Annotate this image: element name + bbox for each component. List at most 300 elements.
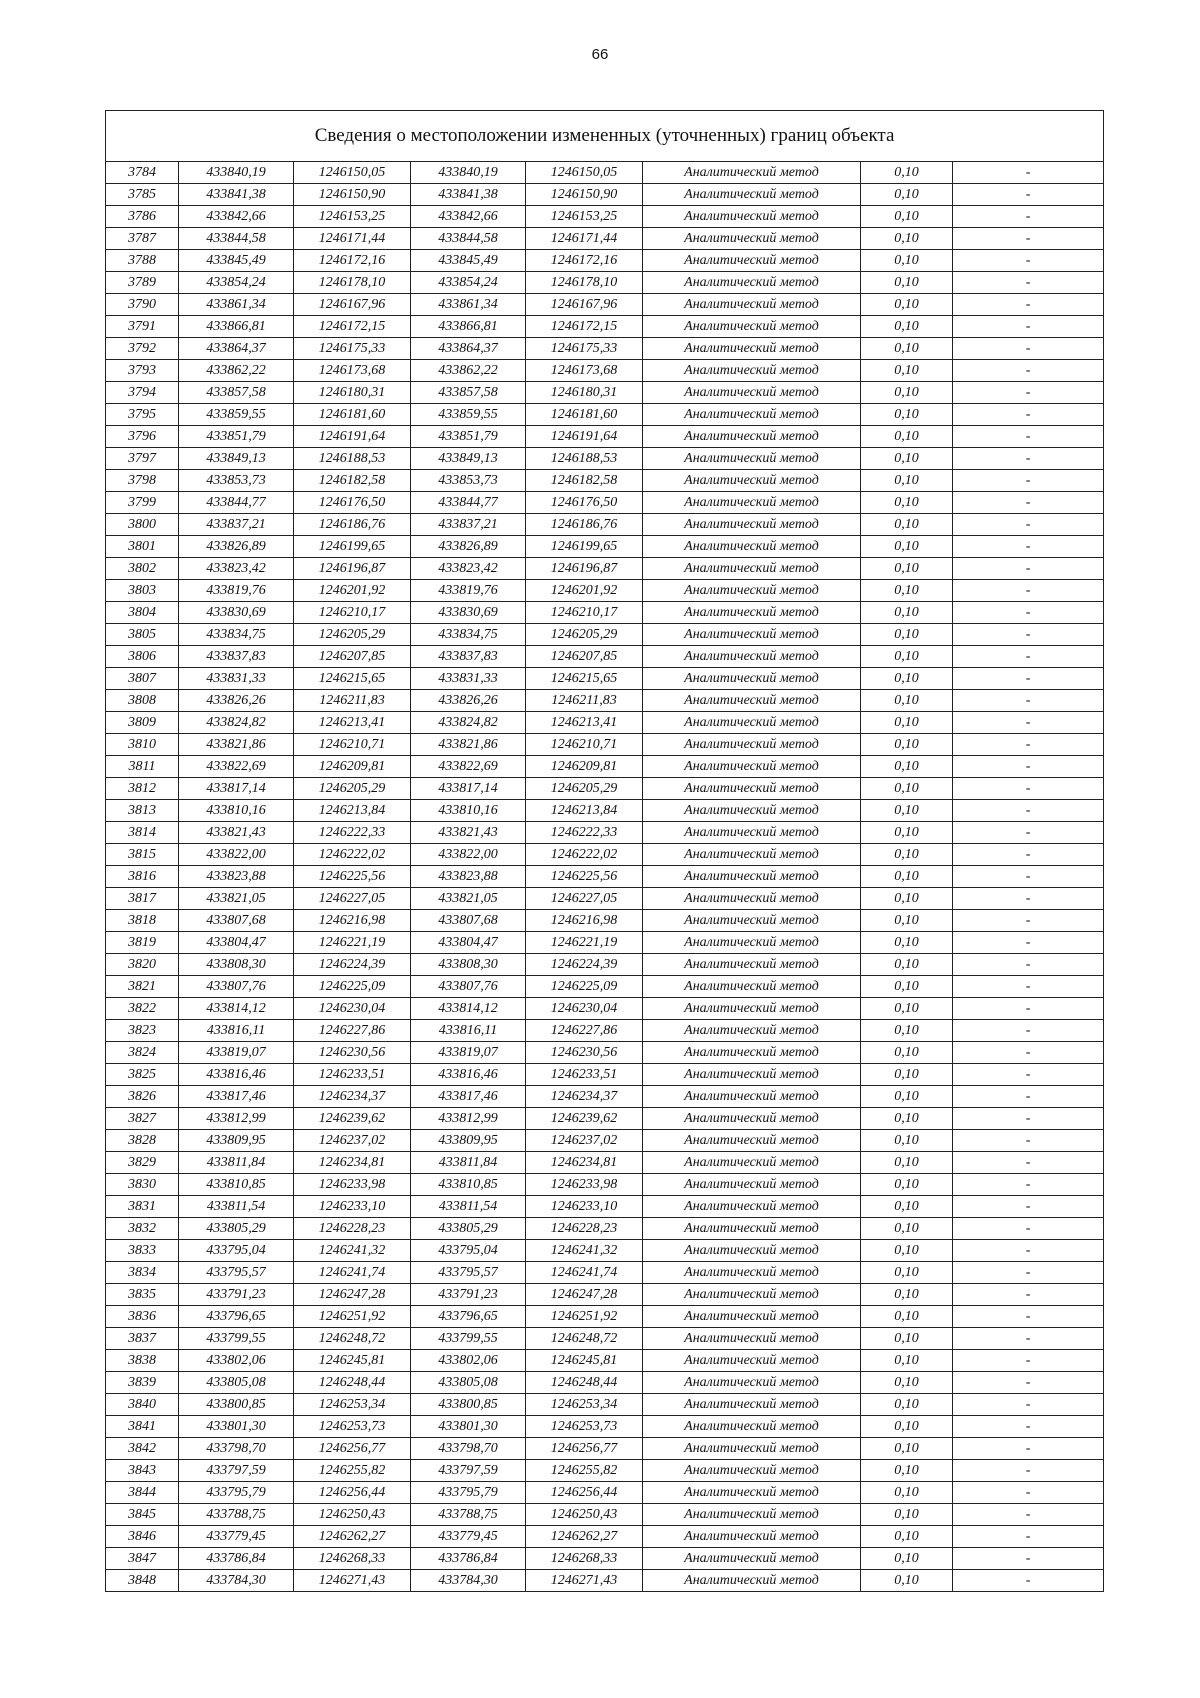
cell-point-number: 3822 — [106, 998, 179, 1020]
cell-accuracy: 0,10 — [861, 1086, 953, 1108]
cell-point-number: 3824 — [106, 1042, 179, 1064]
cell-accuracy: 0,10 — [861, 1306, 953, 1328]
cell-method: Аналитический метод — [643, 1152, 861, 1174]
cell-y-old: 1246225,09 — [294, 976, 411, 998]
cell-y-old: 1246225,56 — [294, 866, 411, 888]
cell-y-new: 1246251,92 — [526, 1306, 643, 1328]
table-row — [106, 1504, 1104, 1526]
cell-point-number: 3796 — [106, 426, 179, 448]
cell-method: Аналитический метод — [643, 1350, 861, 1372]
cell-point-number: 3833 — [106, 1240, 179, 1262]
table-row — [106, 778, 1104, 800]
cell-x-old: 433795,04 — [179, 1240, 294, 1262]
table-row — [106, 382, 1104, 404]
table-row — [106, 1086, 1104, 1108]
cell-x-new: 433842,66 — [411, 206, 526, 228]
cell-accuracy: 0,10 — [861, 1240, 953, 1262]
cell-method: Аналитический метод — [643, 338, 861, 360]
cell-y-new: 1246188,53 — [526, 448, 643, 470]
cell-y-new: 1246234,81 — [526, 1152, 643, 1174]
cell-y-old: 1246227,05 — [294, 888, 411, 910]
cell-accuracy: 0,10 — [861, 228, 953, 250]
cell-description: - — [953, 1086, 1104, 1108]
cell-y-old: 1246230,04 — [294, 998, 411, 1020]
cell-method: Аналитический метод — [643, 1240, 861, 1262]
cell-x-old: 433808,30 — [179, 954, 294, 976]
cell-description: - — [953, 800, 1104, 822]
cell-description: - — [953, 1064, 1104, 1086]
cell-accuracy: 0,10 — [861, 954, 953, 976]
cell-x-old: 433837,83 — [179, 646, 294, 668]
cell-x-old: 433779,45 — [179, 1526, 294, 1548]
cell-y-new: 1246150,05 — [526, 162, 643, 184]
cell-y-old: 1246233,10 — [294, 1196, 411, 1218]
cell-point-number: 3806 — [106, 646, 179, 668]
table-row — [106, 1196, 1104, 1218]
cell-y-old: 1246201,92 — [294, 580, 411, 602]
cell-point-number: 3805 — [106, 624, 179, 646]
cell-y-old: 1246181,60 — [294, 404, 411, 426]
cell-x-new: 433837,83 — [411, 646, 526, 668]
cell-accuracy: 0,10 — [861, 1218, 953, 1240]
cell-point-number: 3828 — [106, 1130, 179, 1152]
cell-description: - — [953, 1218, 1104, 1240]
cell-x-new: 433859,55 — [411, 404, 526, 426]
cell-description: - — [953, 1108, 1104, 1130]
cell-point-number: 3809 — [106, 712, 179, 734]
table-row — [106, 1284, 1104, 1306]
cell-description: - — [953, 624, 1104, 646]
cell-x-new: 433854,24 — [411, 272, 526, 294]
cell-y-old: 1246241,74 — [294, 1262, 411, 1284]
cell-x-old: 433817,46 — [179, 1086, 294, 1108]
cell-accuracy: 0,10 — [861, 976, 953, 998]
cell-description: - — [953, 580, 1104, 602]
cell-x-old: 433796,65 — [179, 1306, 294, 1328]
cell-y-old: 1246209,81 — [294, 756, 411, 778]
cell-x-new: 433799,55 — [411, 1328, 526, 1350]
cell-y-old: 1246191,64 — [294, 426, 411, 448]
cell-description: - — [953, 734, 1104, 756]
cell-x-old: 433854,24 — [179, 272, 294, 294]
cell-description: - — [953, 250, 1104, 272]
cell-y-old: 1246199,65 — [294, 536, 411, 558]
cell-point-number: 3801 — [106, 536, 179, 558]
cell-x-old: 433853,73 — [179, 470, 294, 492]
table-row — [106, 1570, 1104, 1592]
cell-x-old: 433816,11 — [179, 1020, 294, 1042]
cell-point-number: 3791 — [106, 316, 179, 338]
cell-y-new: 1246182,58 — [526, 470, 643, 492]
cell-description: - — [953, 932, 1104, 954]
cell-y-new: 1246205,29 — [526, 778, 643, 800]
cell-accuracy: 0,10 — [861, 1350, 953, 1372]
cell-x-new: 433821,05 — [411, 888, 526, 910]
cell-y-old: 1246171,44 — [294, 228, 411, 250]
cell-accuracy: 0,10 — [861, 1328, 953, 1350]
cell-y-new: 1246176,50 — [526, 492, 643, 514]
cell-y-new: 1246253,34 — [526, 1394, 643, 1416]
cell-x-old: 433814,12 — [179, 998, 294, 1020]
cell-y-new: 1246253,73 — [526, 1416, 643, 1438]
cell-y-new: 1246213,41 — [526, 712, 643, 734]
cell-x-old: 433821,43 — [179, 822, 294, 844]
cell-description: - — [953, 1152, 1104, 1174]
cell-y-new: 1246205,29 — [526, 624, 643, 646]
cell-point-number: 3812 — [106, 778, 179, 800]
cell-x-old: 433844,58 — [179, 228, 294, 250]
cell-y-new: 1246173,68 — [526, 360, 643, 382]
cell-description: - — [953, 756, 1104, 778]
cell-y-old: 1246239,62 — [294, 1108, 411, 1130]
cell-y-old: 1246205,29 — [294, 778, 411, 800]
cell-description: - — [953, 668, 1104, 690]
table-row — [106, 668, 1104, 690]
cell-x-new: 433800,85 — [411, 1394, 526, 1416]
cell-method: Аналитический метод — [643, 184, 861, 206]
cell-x-new: 433810,85 — [411, 1174, 526, 1196]
cell-method: Аналитический метод — [643, 206, 861, 228]
cell-description: - — [953, 162, 1104, 184]
cell-method: Аналитический метод — [643, 646, 861, 668]
cell-method: Аналитический метод — [643, 294, 861, 316]
cell-x-old: 433802,06 — [179, 1350, 294, 1372]
table-row — [106, 646, 1104, 668]
cell-x-new: 433866,81 — [411, 316, 526, 338]
cell-x-new: 433808,30 — [411, 954, 526, 976]
cell-x-old: 433859,55 — [179, 404, 294, 426]
cell-x-old: 433810,85 — [179, 1174, 294, 1196]
cell-description: - — [953, 844, 1104, 866]
cell-description: - — [953, 470, 1104, 492]
cell-method: Аналитический метод — [643, 492, 861, 514]
cell-accuracy: 0,10 — [861, 206, 953, 228]
cell-x-new: 433831,33 — [411, 668, 526, 690]
cell-x-new: 433851,79 — [411, 426, 526, 448]
cell-x-old: 433807,68 — [179, 910, 294, 932]
cell-y-new: 1246186,76 — [526, 514, 643, 536]
cell-y-old: 1246196,87 — [294, 558, 411, 580]
table-row — [106, 536, 1104, 558]
cell-x-new: 433809,95 — [411, 1130, 526, 1152]
table-row — [106, 954, 1104, 976]
cell-x-old: 433805,29 — [179, 1218, 294, 1240]
cell-description: - — [953, 1350, 1104, 1372]
cell-y-new: 1246230,56 — [526, 1042, 643, 1064]
cell-accuracy: 0,10 — [861, 1504, 953, 1526]
cell-method: Аналитический метод — [643, 470, 861, 492]
cell-accuracy: 0,10 — [861, 1372, 953, 1394]
cell-y-new: 1246255,82 — [526, 1460, 643, 1482]
table-row — [106, 250, 1104, 272]
cell-accuracy: 0,10 — [861, 1548, 953, 1570]
cell-accuracy: 0,10 — [861, 1042, 953, 1064]
cell-y-old: 1246150,05 — [294, 162, 411, 184]
cell-accuracy: 0,10 — [861, 492, 953, 514]
cell-y-old: 1246233,51 — [294, 1064, 411, 1086]
cell-y-new: 1246241,74 — [526, 1262, 643, 1284]
cell-point-number: 3792 — [106, 338, 179, 360]
cell-description: - — [953, 690, 1104, 712]
cell-y-new: 1246191,64 — [526, 426, 643, 448]
cell-method: Аналитический метод — [643, 1570, 861, 1592]
table-row — [106, 1240, 1104, 1262]
cell-x-new: 433805,08 — [411, 1372, 526, 1394]
cell-accuracy: 0,10 — [861, 712, 953, 734]
cell-accuracy: 0,10 — [861, 558, 953, 580]
cell-y-new: 1246175,33 — [526, 338, 643, 360]
cell-x-old: 433788,75 — [179, 1504, 294, 1526]
cell-description: - — [953, 1020, 1104, 1042]
cell-description: - — [953, 1482, 1104, 1504]
cell-y-new: 1246228,23 — [526, 1218, 643, 1240]
cell-accuracy: 0,10 — [861, 184, 953, 206]
cell-accuracy: 0,10 — [861, 822, 953, 844]
cell-y-new: 1246221,19 — [526, 932, 643, 954]
cell-method: Аналитический метод — [643, 1086, 861, 1108]
cell-x-old: 433821,86 — [179, 734, 294, 756]
cell-description: - — [953, 448, 1104, 470]
table-row — [106, 1152, 1104, 1174]
cell-accuracy: 0,10 — [861, 866, 953, 888]
cell-point-number: 3836 — [106, 1306, 179, 1328]
table-row — [106, 1262, 1104, 1284]
cell-point-number: 3788 — [106, 250, 179, 272]
cell-description: - — [953, 1416, 1104, 1438]
cell-x-old: 433861,34 — [179, 294, 294, 316]
table-row — [106, 1482, 1104, 1504]
cell-accuracy: 0,10 — [861, 932, 953, 954]
cell-x-new: 433817,14 — [411, 778, 526, 800]
cell-method: Аналитический метод — [643, 910, 861, 932]
cell-method: Аналитический метод — [643, 844, 861, 866]
cell-method: Аналитический метод — [643, 1174, 861, 1196]
cell-x-old: 433799,55 — [179, 1328, 294, 1350]
cell-y-old: 1246245,81 — [294, 1350, 411, 1372]
cell-y-old: 1246186,76 — [294, 514, 411, 536]
cell-accuracy: 0,10 — [861, 1526, 953, 1548]
cell-method: Аналитический метод — [643, 1130, 861, 1152]
cell-method: Аналитический метод — [643, 1108, 861, 1130]
cell-description: - — [953, 294, 1104, 316]
cell-point-number: 3810 — [106, 734, 179, 756]
cell-description: - — [953, 1130, 1104, 1152]
cell-x-new: 433814,12 — [411, 998, 526, 1020]
table-row — [106, 580, 1104, 602]
cell-accuracy: 0,10 — [861, 690, 953, 712]
cell-point-number: 3785 — [106, 184, 179, 206]
cell-y-old: 1246221,19 — [294, 932, 411, 954]
cell-y-old: 1246227,86 — [294, 1020, 411, 1042]
cell-accuracy: 0,10 — [861, 470, 953, 492]
table-row — [106, 1130, 1104, 1152]
cell-method: Аналитический метод — [643, 1504, 861, 1526]
cell-point-number: 3827 — [106, 1108, 179, 1130]
cell-method: Аналитический метод — [643, 448, 861, 470]
cell-accuracy: 0,10 — [861, 426, 953, 448]
cell-y-old: 1246271,43 — [294, 1570, 411, 1592]
cell-x-new: 433784,30 — [411, 1570, 526, 1592]
cell-y-old: 1246210,71 — [294, 734, 411, 756]
cell-x-new: 433798,70 — [411, 1438, 526, 1460]
table-row — [106, 910, 1104, 932]
cell-y-old: 1246172,16 — [294, 250, 411, 272]
cell-y-new: 1246271,43 — [526, 1570, 643, 1592]
table-row — [106, 976, 1104, 998]
cell-description: - — [953, 954, 1104, 976]
cell-description: - — [953, 1394, 1104, 1416]
cell-method: Аналитический метод — [643, 734, 861, 756]
cell-x-new: 433862,22 — [411, 360, 526, 382]
cell-method: Аналитический метод — [643, 1196, 861, 1218]
cell-x-old: 433807,76 — [179, 976, 294, 998]
cell-description: - — [953, 184, 1104, 206]
cell-description: - — [953, 976, 1104, 998]
cell-method: Аналитический метод — [643, 558, 861, 580]
cell-accuracy: 0,10 — [861, 800, 953, 822]
table-title: Сведения о местоположении измененных (уточненных) границ объекта — [106, 111, 1104, 162]
table-row — [106, 360, 1104, 382]
cell-y-old: 1246234,37 — [294, 1086, 411, 1108]
table-row — [106, 866, 1104, 888]
cell-x-old: 433857,58 — [179, 382, 294, 404]
cell-method: Аналитический метод — [643, 536, 861, 558]
cell-point-number: 3807 — [106, 668, 179, 690]
cell-method: Аналитический метод — [643, 888, 861, 910]
cell-method: Аналитический метод — [643, 1526, 861, 1548]
cell-x-new: 433795,79 — [411, 1482, 526, 1504]
cell-x-new: 433844,58 — [411, 228, 526, 250]
cell-x-old: 433840,19 — [179, 162, 294, 184]
table-row — [106, 1394, 1104, 1416]
cell-description: - — [953, 228, 1104, 250]
cell-y-old: 1246253,34 — [294, 1394, 411, 1416]
table-row — [106, 1108, 1104, 1130]
cell-point-number: 3793 — [106, 360, 179, 382]
cell-accuracy: 0,10 — [861, 1196, 953, 1218]
cell-accuracy: 0,10 — [861, 1262, 953, 1284]
cell-x-old: 433791,23 — [179, 1284, 294, 1306]
table-row — [106, 1416, 1104, 1438]
cell-y-old: 1246211,83 — [294, 690, 411, 712]
table-row — [106, 1438, 1104, 1460]
cell-accuracy: 0,10 — [861, 1394, 953, 1416]
cell-point-number: 3799 — [106, 492, 179, 514]
cell-x-new: 433817,46 — [411, 1086, 526, 1108]
cell-point-number: 3803 — [106, 580, 179, 602]
cell-x-old: 433816,46 — [179, 1064, 294, 1086]
cell-y-old: 1246178,10 — [294, 272, 411, 294]
cell-method: Аналитический метод — [643, 162, 861, 184]
cell-y-new: 1246207,85 — [526, 646, 643, 668]
cell-y-old: 1246251,92 — [294, 1306, 411, 1328]
cell-x-new: 433810,16 — [411, 800, 526, 822]
cell-y-new: 1246224,39 — [526, 954, 643, 976]
cell-y-old: 1246205,29 — [294, 624, 411, 646]
cell-x-old: 433826,89 — [179, 536, 294, 558]
table-row — [106, 1218, 1104, 1240]
table-row — [106, 932, 1104, 954]
cell-x-new: 433853,73 — [411, 470, 526, 492]
cell-point-number: 3844 — [106, 1482, 179, 1504]
cell-y-old: 1246207,85 — [294, 646, 411, 668]
table-row — [106, 712, 1104, 734]
cell-method: Аналитический метод — [643, 822, 861, 844]
cell-method: Аналитический метод — [643, 1548, 861, 1570]
cell-y-old: 1246248,44 — [294, 1372, 411, 1394]
cell-point-number: 3802 — [106, 558, 179, 580]
cell-x-old: 433851,79 — [179, 426, 294, 448]
table-row — [106, 734, 1104, 756]
table-row — [106, 1174, 1104, 1196]
cell-x-new: 433834,75 — [411, 624, 526, 646]
cell-accuracy: 0,10 — [861, 1416, 953, 1438]
cell-x-new: 433841,38 — [411, 184, 526, 206]
cell-description: - — [953, 382, 1104, 404]
cell-x-old: 433842,66 — [179, 206, 294, 228]
cell-description: - — [953, 338, 1104, 360]
cell-method: Аналитический метод — [643, 1064, 861, 1086]
cell-point-number: 3794 — [106, 382, 179, 404]
cell-accuracy: 0,10 — [861, 360, 953, 382]
cell-description: - — [953, 1460, 1104, 1482]
cell-accuracy: 0,10 — [861, 1460, 953, 1482]
table-row — [106, 470, 1104, 492]
cell-method: Аналитический метод — [643, 778, 861, 800]
cell-method: Аналитический метод — [643, 426, 861, 448]
cell-accuracy: 0,10 — [861, 272, 953, 294]
cell-description: - — [953, 712, 1104, 734]
cell-x-new: 433857,58 — [411, 382, 526, 404]
cell-method: Аналитический метод — [643, 1460, 861, 1482]
table-row — [106, 492, 1104, 514]
cell-method: Аналитический метод — [643, 998, 861, 1020]
cell-y-new: 1246172,16 — [526, 250, 643, 272]
table-row — [106, 844, 1104, 866]
table-title-row — [106, 111, 1104, 162]
cell-description: - — [953, 1328, 1104, 1350]
cell-accuracy: 0,10 — [861, 250, 953, 272]
cell-x-new: 433795,04 — [411, 1240, 526, 1262]
cell-accuracy: 0,10 — [861, 514, 953, 536]
cell-y-new: 1246153,25 — [526, 206, 643, 228]
cell-y-old: 1246210,17 — [294, 602, 411, 624]
cell-x-new: 433821,43 — [411, 822, 526, 844]
cell-x-old: 433819,76 — [179, 580, 294, 602]
cell-point-number: 3816 — [106, 866, 179, 888]
cell-point-number: 3843 — [106, 1460, 179, 1482]
cell-x-new: 433786,84 — [411, 1548, 526, 1570]
cell-description: - — [953, 316, 1104, 338]
cell-point-number: 3846 — [106, 1526, 179, 1548]
cell-y-new: 1246262,27 — [526, 1526, 643, 1548]
cell-method: Аналитический метод — [643, 250, 861, 272]
cell-y-new: 1246225,56 — [526, 866, 643, 888]
cell-x-old: 433795,57 — [179, 1262, 294, 1284]
cell-x-new: 433819,76 — [411, 580, 526, 602]
page-number: 66 — [591, 46, 609, 63]
cell-y-new: 1246211,83 — [526, 690, 643, 712]
cell-y-old: 1246250,43 — [294, 1504, 411, 1526]
cell-point-number: 3847 — [106, 1548, 179, 1570]
cell-y-new: 1246210,71 — [526, 734, 643, 756]
cell-method: Аналитический метод — [643, 272, 861, 294]
cell-x-new: 433795,57 — [411, 1262, 526, 1284]
table-row — [106, 206, 1104, 228]
cell-x-old: 433809,95 — [179, 1130, 294, 1152]
cell-description: - — [953, 1240, 1104, 1262]
table-row — [106, 1372, 1104, 1394]
